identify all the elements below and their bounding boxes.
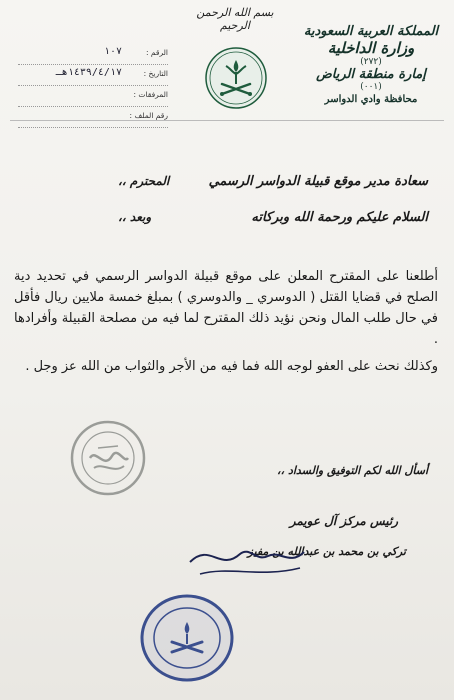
file-number-row bbox=[18, 107, 168, 128]
file-label: رقم الملف : bbox=[129, 111, 168, 120]
body-paragraph: وكذلك نحث على العفو لوجه الله فما فيه من الأجر والثواب من الله عز وجل . bbox=[25, 359, 438, 374]
attachments-label: المرفقات : bbox=[133, 90, 168, 99]
saudi-emblem-icon bbox=[204, 46, 268, 110]
basmala: بسم الله الرحمن الرحيم bbox=[196, 6, 274, 32]
reference-block bbox=[18, 44, 168, 128]
ministry-name: وزارة الداخلية bbox=[327, 39, 415, 57]
body-paragraph: أطلعنا على المقترح المعلن على موقع قبيلة الدواسر الرسمي في تحديد دية الصلح في قضايا القتل ( الدوسري _ والدوسري ) بمبلغ خمسة ملايين ريال فأقل في حال طلب المال ونحن نؤيد ذلك المقترح لما فيه من مصلحة القبيلة وأفرادها . bbox=[14, 269, 438, 347]
closing-line: أسأل الله لكم التوفيق والسداد ،، bbox=[277, 464, 428, 477]
greeting: السلام عليكم ورحمة الله وبركاته bbox=[251, 210, 428, 225]
date-value: ١٤٣٩/٤/١٧هـ bbox=[55, 67, 122, 78]
number-label: الرقم : bbox=[146, 48, 168, 57]
official-stamp-icon bbox=[138, 592, 236, 684]
ministry-code: (٢٧٢) bbox=[360, 57, 382, 67]
letterhead bbox=[296, 24, 446, 105]
number-value: ١٠٧ bbox=[103, 46, 122, 57]
region-code: (٠٠١) bbox=[360, 82, 382, 92]
addressee: سعادة مدير موقع قبيلة الدواسر الرسمي bbox=[208, 174, 428, 189]
country-name: المملكة العربية السعودية bbox=[303, 24, 439, 39]
signatory-name: تركي بن محمد بن عبدالله بن مفيز bbox=[247, 545, 406, 558]
handwritten-signature-icon bbox=[180, 532, 320, 592]
reference-number-row bbox=[18, 44, 168, 65]
date-row bbox=[18, 65, 168, 86]
attachments-row bbox=[18, 86, 168, 107]
governorate-name: محافظة وادي الدواسر bbox=[324, 94, 418, 105]
date-label: التاريخ : bbox=[143, 69, 168, 78]
honorific: المحترم ،، bbox=[118, 174, 170, 188]
region-name: إمارة منطقة الرياض bbox=[316, 67, 426, 82]
letter-body bbox=[14, 266, 438, 377]
after-greeting: وبعد ،، bbox=[118, 210, 152, 224]
signatory-title: رئيس مركز آل عويمر bbox=[289, 514, 398, 528]
header-divider bbox=[10, 120, 444, 121]
center-seal-stamp-icon bbox=[68, 418, 148, 498]
